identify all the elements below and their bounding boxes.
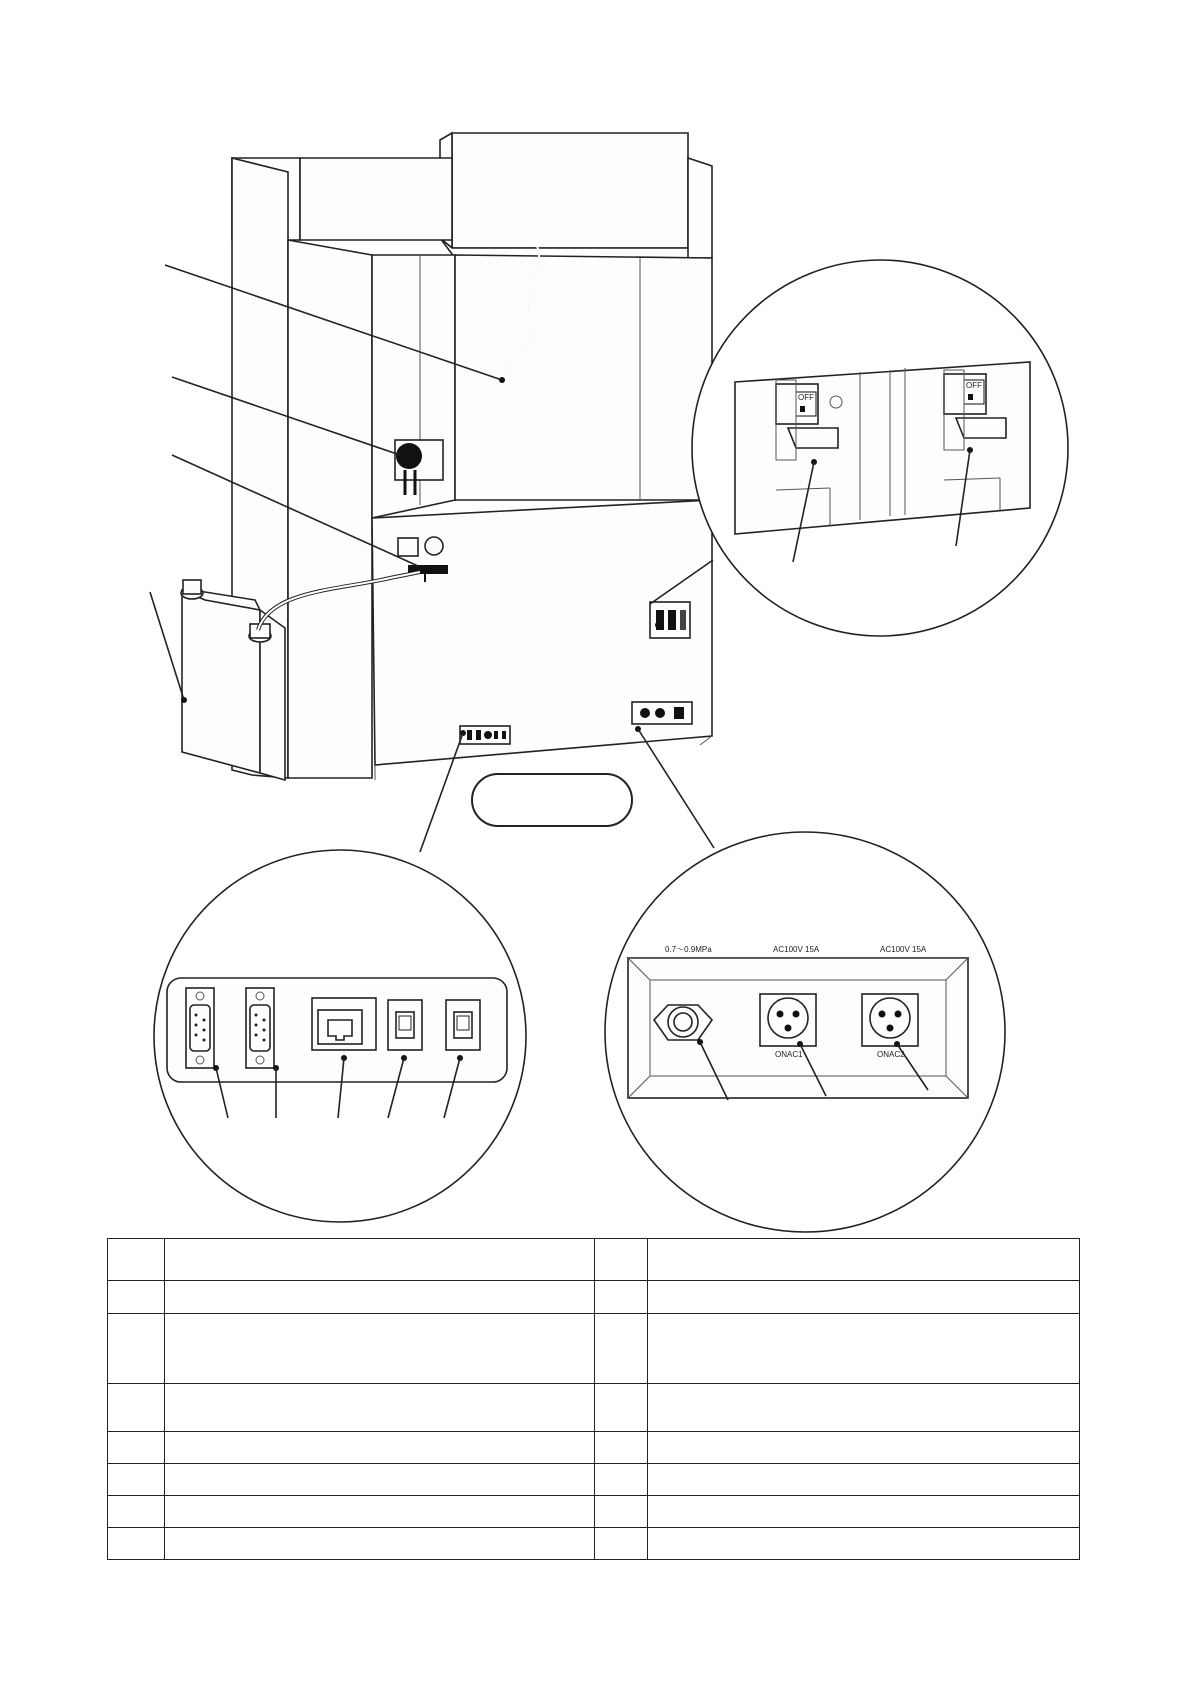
item-number bbox=[108, 1464, 165, 1496]
machine-body bbox=[181, 133, 712, 780]
item-number bbox=[108, 1281, 165, 1314]
item-description bbox=[648, 1281, 1080, 1314]
item-description bbox=[165, 1314, 595, 1384]
item-number bbox=[108, 1384, 165, 1432]
table-row bbox=[108, 1281, 1080, 1314]
item-number bbox=[108, 1314, 165, 1384]
item-description bbox=[165, 1281, 595, 1314]
item-description bbox=[648, 1314, 1080, 1384]
parts-table bbox=[107, 1238, 1080, 1560]
item-description bbox=[165, 1528, 595, 1560]
item-description bbox=[648, 1432, 1080, 1464]
outlet-1-name: ONAC1 bbox=[775, 1050, 803, 1059]
blank-label-box bbox=[472, 774, 632, 826]
item-description bbox=[648, 1239, 1080, 1281]
item-number bbox=[108, 1239, 165, 1281]
item-description bbox=[165, 1496, 595, 1528]
breaker-detail-circle bbox=[692, 260, 1068, 636]
item-description bbox=[165, 1464, 595, 1496]
table-row bbox=[108, 1528, 1080, 1560]
table-row bbox=[108, 1432, 1080, 1464]
item-number bbox=[595, 1528, 648, 1560]
outlet-2-name: ONAC2 bbox=[877, 1050, 905, 1059]
item-description bbox=[165, 1384, 595, 1432]
item-number bbox=[595, 1464, 648, 1496]
item-number bbox=[595, 1432, 648, 1464]
breaker-2-off-label: OFF bbox=[966, 381, 982, 390]
item-number bbox=[595, 1314, 648, 1384]
air-power-detail-circle bbox=[605, 832, 1005, 1232]
serial-port-1 bbox=[186, 988, 219, 1071]
item-number bbox=[108, 1528, 165, 1560]
item-description bbox=[648, 1384, 1080, 1432]
table-row bbox=[108, 1239, 1080, 1281]
breaker-1-off-label: OFF bbox=[798, 393, 814, 402]
item-number bbox=[595, 1239, 648, 1281]
item-description bbox=[648, 1464, 1080, 1496]
table-row bbox=[108, 1496, 1080, 1528]
item-description bbox=[648, 1528, 1080, 1560]
item-number bbox=[595, 1496, 648, 1528]
table-row bbox=[108, 1464, 1080, 1496]
item-number bbox=[108, 1496, 165, 1528]
comm-ports-detail-circle bbox=[154, 850, 526, 1222]
item-description bbox=[648, 1496, 1080, 1528]
item-number bbox=[595, 1384, 648, 1432]
outlet-1-rating-label: AC100V 15A bbox=[773, 945, 820, 954]
serial-port-2 bbox=[246, 988, 279, 1071]
air-pressure-label: 0.7～0.9MPa bbox=[665, 945, 712, 954]
item-number bbox=[108, 1432, 165, 1464]
item-description bbox=[165, 1239, 595, 1281]
table-row bbox=[108, 1384, 1080, 1432]
item-number bbox=[595, 1281, 648, 1314]
table-row bbox=[108, 1314, 1080, 1384]
outlet-2-rating-label: AC100V 15A bbox=[880, 945, 927, 954]
item-description bbox=[165, 1432, 595, 1464]
